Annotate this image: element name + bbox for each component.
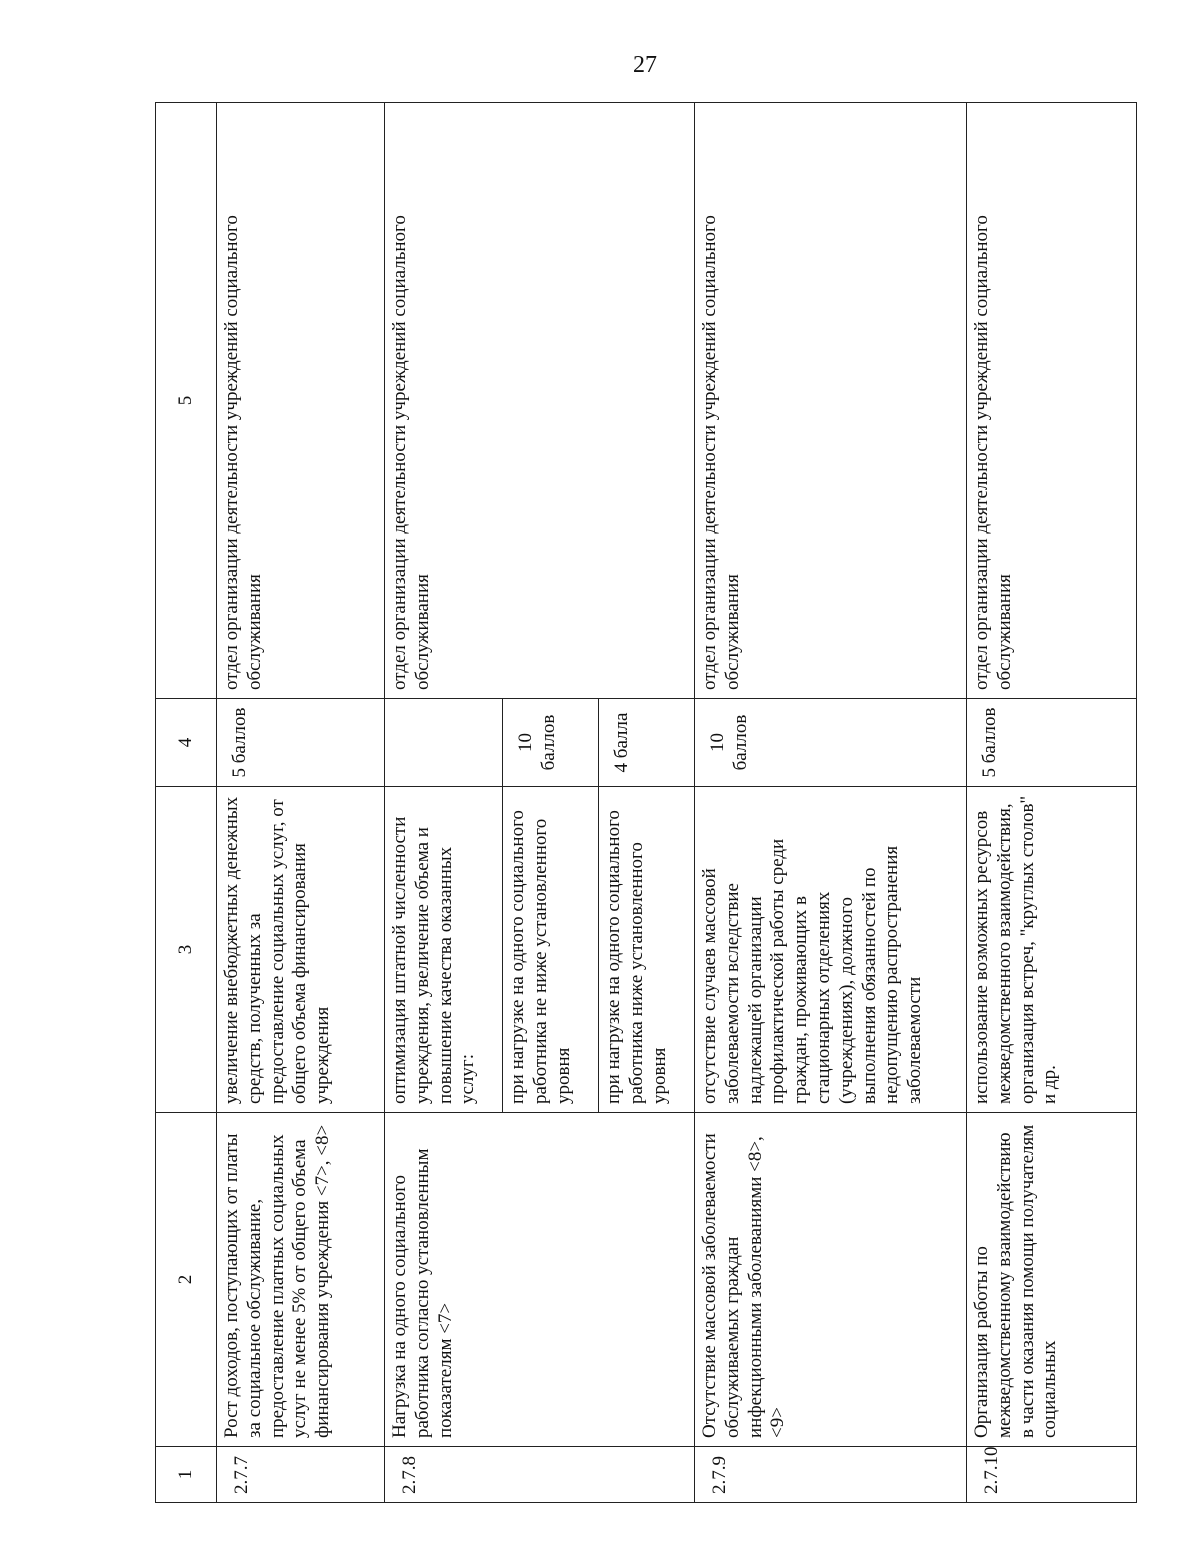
indicator-cell: Отсутствие массовой заболеваемости обслуживаемых граждан инфекционными заболеваниями <8>, <9> bbox=[695, 1113, 967, 1447]
table-header-row bbox=[156, 103, 217, 1503]
condition-cell: при нагрузке на одного социального работника не ниже установленного уровня bbox=[503, 787, 599, 1113]
page-number: 27 bbox=[633, 52, 657, 78]
condition-cell: отсутствие случаев массовой заболеваемости вследствие надлежащей организации профилактической работы среди граждан, проживающих в стационарных отделениях (учреждениях), должного выполнения обязанностей по недопущению распространения заболеваемости bbox=[695, 787, 967, 1113]
row-number: 2.7.8 bbox=[385, 1447, 695, 1503]
table-row bbox=[695, 103, 967, 1503]
responsible-cell: отдел организации деятельности учреждений социального обслуживания bbox=[217, 103, 385, 699]
header-cell: 1 bbox=[156, 1447, 217, 1503]
criteria-table bbox=[155, 102, 1137, 1503]
header-cell: 4 bbox=[156, 699, 217, 787]
responsible-cell: отдел организации деятельности учреждений социального обслуживания bbox=[385, 103, 695, 699]
table-row bbox=[385, 103, 503, 1503]
indicator-cell: Нагрузка на одного социального работника согласно установленным показателям <7> bbox=[385, 1113, 695, 1447]
header-cell: 3 bbox=[156, 787, 217, 1113]
points-cell: 5 баллов bbox=[967, 699, 1137, 787]
points-cell bbox=[385, 699, 503, 787]
table-row bbox=[967, 103, 1137, 1503]
points-cell: 10 баллов bbox=[695, 699, 967, 787]
header-cell: 2 bbox=[156, 1113, 217, 1447]
points-cell: 10 баллов bbox=[503, 699, 599, 787]
indicator-cell: Организация работы по межведомственному взаимодействию в части оказания помощи получателям социальных bbox=[967, 1113, 1137, 1447]
row-number: 2.7.10 bbox=[967, 1447, 1137, 1503]
condition-cell: оптимизация штатной численности учреждения, увеличение объема и повышение качества оказанных услуг: bbox=[385, 787, 503, 1113]
responsible-cell: отдел организации деятельности учреждений социального обслуживания bbox=[967, 103, 1137, 699]
condition-cell: использование возможных ресурсов межведомственного взаимодействия, организация встреч, "круглых столов" и др. bbox=[967, 787, 1137, 1113]
row-number: 2.7.9 bbox=[695, 1447, 967, 1503]
points-cell: 5 баллов bbox=[217, 699, 385, 787]
condition-cell: при нагрузке на одного социального работника ниже установленного уровня bbox=[599, 787, 695, 1113]
responsible-cell: отдел организации деятельности учреждений социального обслуживания bbox=[695, 103, 967, 699]
points-cell: 4 балла bbox=[599, 699, 695, 787]
indicator-cell: Рост доходов, поступающих от платы за социальное обслуживание, предоставление платных социальных услуг не менее 5% от общего объема финансирования учреждения <7>, <8> bbox=[217, 1113, 385, 1447]
row-number: 2.7.7 bbox=[217, 1447, 385, 1503]
header-cell: 5 bbox=[156, 103, 217, 699]
rotated-table-container bbox=[155, 103, 1125, 1503]
condition-cell: увеличение внебюджетных денежных средств, полученных за предоставление социальных услуг, от общего объема финансирования учреждения bbox=[217, 787, 385, 1113]
table-row bbox=[217, 103, 385, 1503]
